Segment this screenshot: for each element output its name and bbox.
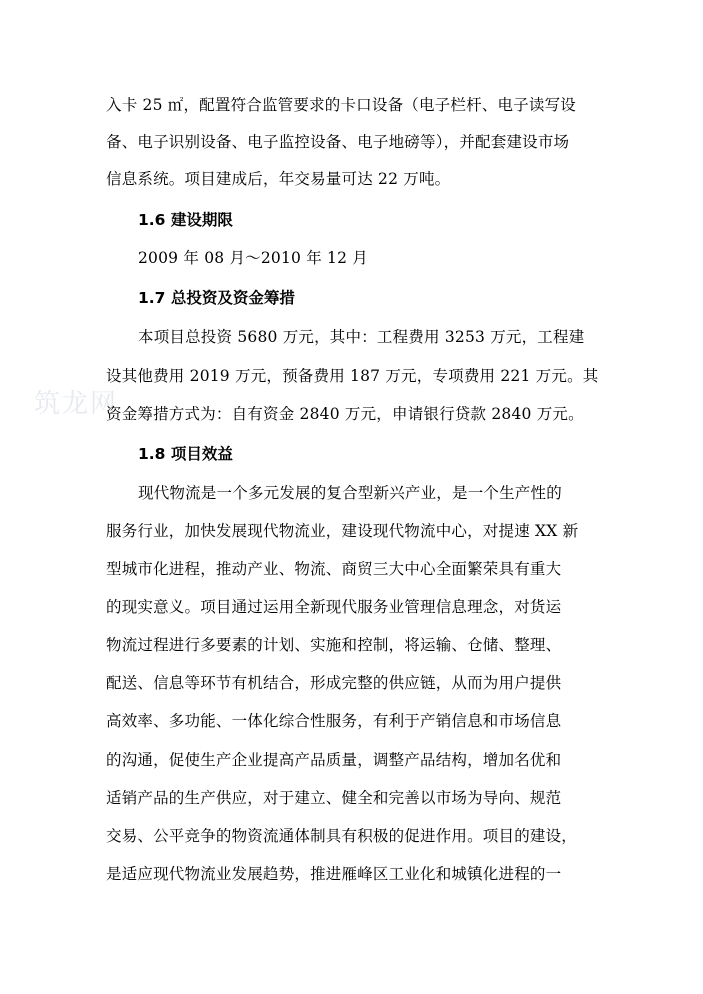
paragraph-line: 2009 年 08 月～2010 年 12 月 [138, 249, 369, 267]
paragraph-line: 物流过程进行多要素的计划、实施和控制，将运输、仓储、整理、 [106, 636, 562, 654]
paragraph-line: 的现实意义。项目通过运用全新现代服务业管理信息理念，对货运 [106, 598, 562, 616]
paragraph-line: 服务行业，加快发展现代物流业，建设现代物流中心，对提速 XX 新 [106, 522, 579, 540]
section-heading-1-7: 1.7 总投资及资金筹措 [138, 289, 295, 307]
paragraph-line: 高效率、多功能、一体化综合性服务，有利于产销信息和市场信息 [106, 712, 562, 730]
paragraph-line: 入卡 25 ㎡，配置符合监管要求的卡口设备（电子栏杆、电子读写设 [106, 96, 576, 114]
section-heading-1-6: 1.6 建设期限 [138, 211, 233, 229]
paragraph-line: 本项目总投资 5680 万元，其中：工程费用 3253 万元，工程建 [138, 328, 585, 346]
paragraph-line: 现代物流是一个多元发展的复合型新兴产业，是一个生产性的 [138, 484, 562, 502]
paragraph-line: 型城市化进程，推动产业、物流、商贸三大中心全面繁荣具有重大 [106, 560, 562, 578]
section-heading-1-8: 1.8 项目效益 [138, 445, 233, 463]
paragraph-line: 的沟通，促使生产企业提高产品质量，调整产品结构，增加名优和 [106, 751, 562, 769]
paragraph-line: 配送、信息等环节有机结合，形成完整的供应链，从而为用户提供 [106, 674, 562, 692]
paragraph-line: 交易、公平竞争的物资流通体制具有积极的促进作用。项目的建设， [106, 827, 578, 845]
paragraph-line: 是适应现代物流业发展趋势，推进雁峰区工业化和城镇化进程的一 [106, 865, 562, 883]
watermark: 筑龙网 [34, 389, 119, 419]
paragraph-line: 适销产品的生产供应，对于建立、健全和完善以市场为导向、规范 [106, 789, 562, 807]
paragraph-line: 资金筹措方式为：自有资金 2840 万元，申请银行贷款 2840 万元。 [106, 405, 584, 423]
paragraph-line: 备、电子识别设备、电子监控设备、电子地磅等），并配套建设市场 [106, 133, 570, 151]
paragraph-line: 设其他费用 2019 万元，预备费用 187 万元，专项费用 221 万元。其 [106, 367, 599, 385]
paragraph-line: 信息系统。项目建成后，年交易量可达 22 万吨。 [106, 170, 451, 188]
